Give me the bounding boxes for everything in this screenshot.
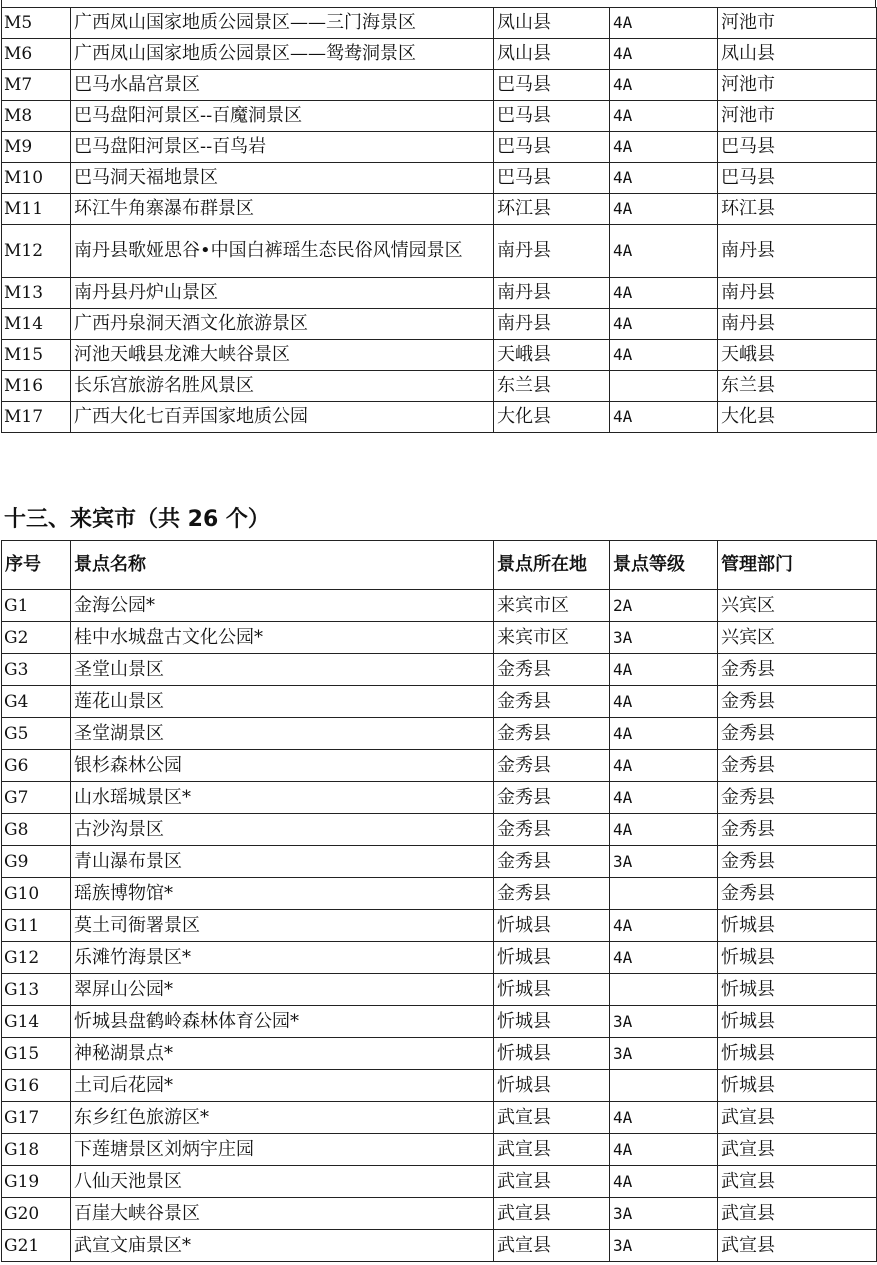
cell-code: M5 <box>2 8 71 39</box>
cell-location: 武宣县 <box>494 1198 610 1230</box>
cell-code: M7 <box>2 70 71 101</box>
cell-grade: 4A <box>610 278 718 309</box>
cell-location: 忻城县 <box>494 1006 610 1038</box>
cell-grade: 3A <box>610 1038 718 1070</box>
cell-name: 广西大化七百弄国家地质公园 <box>71 402 494 433</box>
cell-code: G15 <box>2 1038 71 1070</box>
cell-code: G11 <box>2 910 71 942</box>
table-row <box>2 8 877 39</box>
cell-code: G12 <box>2 942 71 974</box>
cell-code: G19 <box>2 1166 71 1198</box>
cell-name: 巴马盘阳河景区--百鸟岩 <box>71 132 494 163</box>
cell-dept: 大化县 <box>718 402 877 433</box>
table-row <box>2 590 877 622</box>
cell-location: 巴马县 <box>494 101 610 132</box>
cell-location: 金秀县 <box>494 782 610 814</box>
cell-location: 武宣县 <box>494 1134 610 1166</box>
cell-location: 大化县 <box>494 402 610 433</box>
cell-code: G13 <box>2 974 71 1006</box>
cell-location: 金秀县 <box>494 718 610 750</box>
cell-code: G7 <box>2 782 71 814</box>
cell-grade: 4A <box>610 686 718 718</box>
cell-name: 莲花山景区 <box>71 686 494 718</box>
header-code: 序号 <box>2 541 71 590</box>
cell-grade: 4A <box>610 942 718 974</box>
table-row <box>2 718 877 750</box>
cell-dept: 金秀县 <box>718 750 877 782</box>
table-header-row <box>2 541 877 590</box>
cell-grade: 2A <box>610 590 718 622</box>
cell-name: 乐滩竹海景区* <box>71 942 494 974</box>
table-row <box>2 814 877 846</box>
cell-grade <box>610 1070 718 1102</box>
cell-code: G20 <box>2 1198 71 1230</box>
table-row <box>2 1198 877 1230</box>
cell-grade: 4A <box>610 1102 718 1134</box>
cell-code: M10 <box>2 163 71 194</box>
cell-location: 武宣县 <box>494 1102 610 1134</box>
scenic-spots-table-laibin <box>1 540 877 1262</box>
cell-dept: 忻城县 <box>718 1038 877 1070</box>
cell-grade: 4A <box>610 654 718 686</box>
table-row <box>2 163 877 194</box>
table-row <box>2 974 877 1006</box>
cell-grade: 4A <box>610 194 718 225</box>
cell-location: 南丹县 <box>494 278 610 309</box>
cell-code: M17 <box>2 402 71 433</box>
cell-name: 下莲塘景区刘炳宇庄园 <box>71 1134 494 1166</box>
cell-name: 古沙沟景区 <box>71 814 494 846</box>
cell-location: 来宾市区 <box>494 622 610 654</box>
cell-name: 南丹县歌娅思谷•中国白裤瑶生态民俗风情园景区 <box>71 225 494 278</box>
cell-name: 巴马水晶宫景区 <box>71 70 494 101</box>
cell-grade: 4A <box>610 225 718 278</box>
cell-name: 山水瑶城景区* <box>71 782 494 814</box>
cell-code: M13 <box>2 278 71 309</box>
cell-location: 金秀县 <box>494 686 610 718</box>
table-body <box>2 590 877 1262</box>
cell-grade: 4A <box>610 402 718 433</box>
cell-name: 忻城县盘鹤岭森林体育公园* <box>71 1006 494 1038</box>
cell-dept: 巴马县 <box>718 132 877 163</box>
cell-dept: 忻城县 <box>718 974 877 1006</box>
cell-location: 忻城县 <box>494 942 610 974</box>
cell-name: 长乐宫旅游名胜风景区 <box>71 371 494 402</box>
cell-code: G6 <box>2 750 71 782</box>
table-row <box>2 910 877 942</box>
cell-location: 东兰县 <box>494 371 610 402</box>
table-body <box>2 8 877 433</box>
cell-code: M11 <box>2 194 71 225</box>
cell-name: 桂中水城盘古文化公园* <box>71 622 494 654</box>
table-row <box>2 39 877 70</box>
table-row <box>2 101 877 132</box>
cell-grade: 4A <box>610 1166 718 1198</box>
cell-name: 银杉森林公园 <box>71 750 494 782</box>
cell-grade: 4A <box>610 101 718 132</box>
cell-location: 巴马县 <box>494 132 610 163</box>
cell-location: 来宾市区 <box>494 590 610 622</box>
cell-grade: 4A <box>610 132 718 163</box>
cell-dept: 南丹县 <box>718 278 877 309</box>
cell-grade <box>610 974 718 1006</box>
cell-grade: 4A <box>610 782 718 814</box>
cell-dept: 金秀县 <box>718 814 877 846</box>
cell-location: 巴马县 <box>494 163 610 194</box>
table-row <box>2 878 877 910</box>
section-title: 十三、来宾市（共 26 个） <box>4 507 270 532</box>
cell-dept: 巴马县 <box>718 163 877 194</box>
cell-location: 凤山县 <box>494 39 610 70</box>
cell-grade: 4A <box>610 814 718 846</box>
cell-location: 忻城县 <box>494 910 610 942</box>
cell-location: 天峨县 <box>494 340 610 371</box>
cell-code: G5 <box>2 718 71 750</box>
table-row <box>2 1070 877 1102</box>
cell-location: 金秀县 <box>494 750 610 782</box>
table-row <box>2 225 877 278</box>
cell-location: 环江县 <box>494 194 610 225</box>
cell-location: 巴马县 <box>494 70 610 101</box>
table-row <box>2 1134 877 1166</box>
header-grade: 景点等级 <box>610 541 718 590</box>
scenic-spots-table-hechi <box>1 7 877 433</box>
cell-dept: 天峨县 <box>718 340 877 371</box>
cell-grade: 3A <box>610 1198 718 1230</box>
cell-name: 河池天峨县龙滩大峡谷景区 <box>71 340 494 371</box>
cell-code: M6 <box>2 39 71 70</box>
cell-code: M15 <box>2 340 71 371</box>
header-location: 景点所在地 <box>494 541 610 590</box>
cell-dept: 凤山县 <box>718 39 877 70</box>
cell-grade: 4A <box>610 1134 718 1166</box>
cell-dept: 南丹县 <box>718 309 877 340</box>
cell-grade <box>610 878 718 910</box>
cell-name: 百崖大峡谷景区 <box>71 1198 494 1230</box>
cell-name: 莫土司衙署景区 <box>71 910 494 942</box>
cell-dept: 忻城县 <box>718 1070 877 1102</box>
cell-dept: 金秀县 <box>718 782 877 814</box>
cell-location: 金秀县 <box>494 846 610 878</box>
cell-dept: 金秀县 <box>718 686 877 718</box>
cell-grade: 4A <box>610 8 718 39</box>
cell-grade: 4A <box>610 910 718 942</box>
cell-code: G10 <box>2 878 71 910</box>
table-row <box>2 782 877 814</box>
table-row <box>2 846 877 878</box>
cell-grade: 4A <box>610 750 718 782</box>
cell-location: 金秀县 <box>494 878 610 910</box>
cell-dept: 东兰县 <box>718 371 877 402</box>
cell-location: 南丹县 <box>494 225 610 278</box>
cell-dept: 武宣县 <box>718 1230 877 1262</box>
table-row <box>2 340 877 371</box>
cell-name: 南丹县丹炉山景区 <box>71 278 494 309</box>
table-row <box>2 1166 877 1198</box>
cell-name: 武宣文庙景区* <box>71 1230 494 1262</box>
cell-dept: 河池市 <box>718 8 877 39</box>
cell-location: 南丹县 <box>494 309 610 340</box>
table-row <box>2 309 877 340</box>
cell-grade: 3A <box>610 1230 718 1262</box>
table-row <box>2 132 877 163</box>
cell-grade: 3A <box>610 622 718 654</box>
cell-code: M14 <box>2 309 71 340</box>
cell-grade: 4A <box>610 163 718 194</box>
cell-code: M8 <box>2 101 71 132</box>
cell-location: 凤山县 <box>494 8 610 39</box>
cell-dept: 武宣县 <box>718 1102 877 1134</box>
cell-dept: 南丹县 <box>718 225 877 278</box>
cell-location: 武宣县 <box>494 1166 610 1198</box>
table-row <box>2 750 877 782</box>
table-row <box>2 402 877 433</box>
table-row <box>2 70 877 101</box>
cell-grade: 4A <box>610 70 718 101</box>
cell-dept: 忻城县 <box>718 910 877 942</box>
cell-code: G17 <box>2 1102 71 1134</box>
cell-name: 巴马洞天福地景区 <box>71 163 494 194</box>
table-row <box>2 1102 877 1134</box>
cell-code: G8 <box>2 814 71 846</box>
cell-dept: 金秀县 <box>718 654 877 686</box>
table-row <box>2 278 877 309</box>
cell-code: G3 <box>2 654 71 686</box>
cell-code: M9 <box>2 132 71 163</box>
cell-location: 忻城县 <box>494 1070 610 1102</box>
cell-name: 东乡红色旅游区* <box>71 1102 494 1134</box>
cell-name: 环江牛角寨瀑布群景区 <box>71 194 494 225</box>
cell-location: 忻城县 <box>494 974 610 1006</box>
table-row <box>2 194 877 225</box>
cell-code: G18 <box>2 1134 71 1166</box>
cell-grade <box>610 371 718 402</box>
cell-dept: 兴宾区 <box>718 622 877 654</box>
cell-dept: 河池市 <box>718 101 877 132</box>
table-row <box>2 942 877 974</box>
table-row <box>2 654 877 686</box>
cell-name: 金海公园* <box>71 590 494 622</box>
cell-dept: 忻城县 <box>718 1006 877 1038</box>
cell-dept: 金秀县 <box>718 878 877 910</box>
cell-name: 圣堂山景区 <box>71 654 494 686</box>
cell-code: G1 <box>2 590 71 622</box>
table-top-edge <box>1 0 876 7</box>
cell-grade: 4A <box>610 309 718 340</box>
cell-code: G21 <box>2 1230 71 1262</box>
cell-location: 武宣县 <box>494 1230 610 1262</box>
cell-name: 广西凤山国家地质公园景区——鸳鸯洞景区 <box>71 39 494 70</box>
cell-code: G9 <box>2 846 71 878</box>
cell-name: 神秘湖景点* <box>71 1038 494 1070</box>
cell-name: 广西丹泉洞天酒文化旅游景区 <box>71 309 494 340</box>
cell-dept: 金秀县 <box>718 718 877 750</box>
cell-dept: 武宣县 <box>718 1166 877 1198</box>
cell-name: 八仙天池景区 <box>71 1166 494 1198</box>
cell-dept: 环江县 <box>718 194 877 225</box>
cell-dept: 武宣县 <box>718 1198 877 1230</box>
cell-code: G4 <box>2 686 71 718</box>
cell-dept: 河池市 <box>718 70 877 101</box>
cell-code: G2 <box>2 622 71 654</box>
table-row <box>2 686 877 718</box>
cell-location: 金秀县 <box>494 654 610 686</box>
cell-dept: 武宣县 <box>718 1134 877 1166</box>
cell-name: 瑶族博物馆* <box>71 878 494 910</box>
cell-grade: 3A <box>610 1006 718 1038</box>
cell-name: 青山瀑布景区 <box>71 846 494 878</box>
cell-name: 广西凤山国家地质公园景区——三门海景区 <box>71 8 494 39</box>
cell-name: 土司后花园* <box>71 1070 494 1102</box>
cell-grade: 4A <box>610 39 718 70</box>
cell-code: G14 <box>2 1006 71 1038</box>
cell-code: M12 <box>2 225 71 278</box>
cell-name: 翠屏山公园* <box>71 974 494 1006</box>
cell-code: M16 <box>2 371 71 402</box>
table-row <box>2 1038 877 1070</box>
cell-code: G16 <box>2 1070 71 1102</box>
cell-grade: 4A <box>610 718 718 750</box>
table-row <box>2 1230 877 1262</box>
cell-location: 忻城县 <box>494 1038 610 1070</box>
header-dept: 管理部门 <box>718 541 877 590</box>
cell-name: 巴马盘阳河景区--百魔洞景区 <box>71 101 494 132</box>
cell-name: 圣堂湖景区 <box>71 718 494 750</box>
table-row <box>2 1006 877 1038</box>
header-name: 景点名称 <box>71 541 494 590</box>
cell-grade: 3A <box>610 846 718 878</box>
table-row <box>2 622 877 654</box>
cell-grade: 4A <box>610 340 718 371</box>
cell-dept: 忻城县 <box>718 942 877 974</box>
cell-dept: 金秀县 <box>718 846 877 878</box>
table-row <box>2 371 877 402</box>
cell-dept: 兴宾区 <box>718 590 877 622</box>
cell-location: 金秀县 <box>494 814 610 846</box>
